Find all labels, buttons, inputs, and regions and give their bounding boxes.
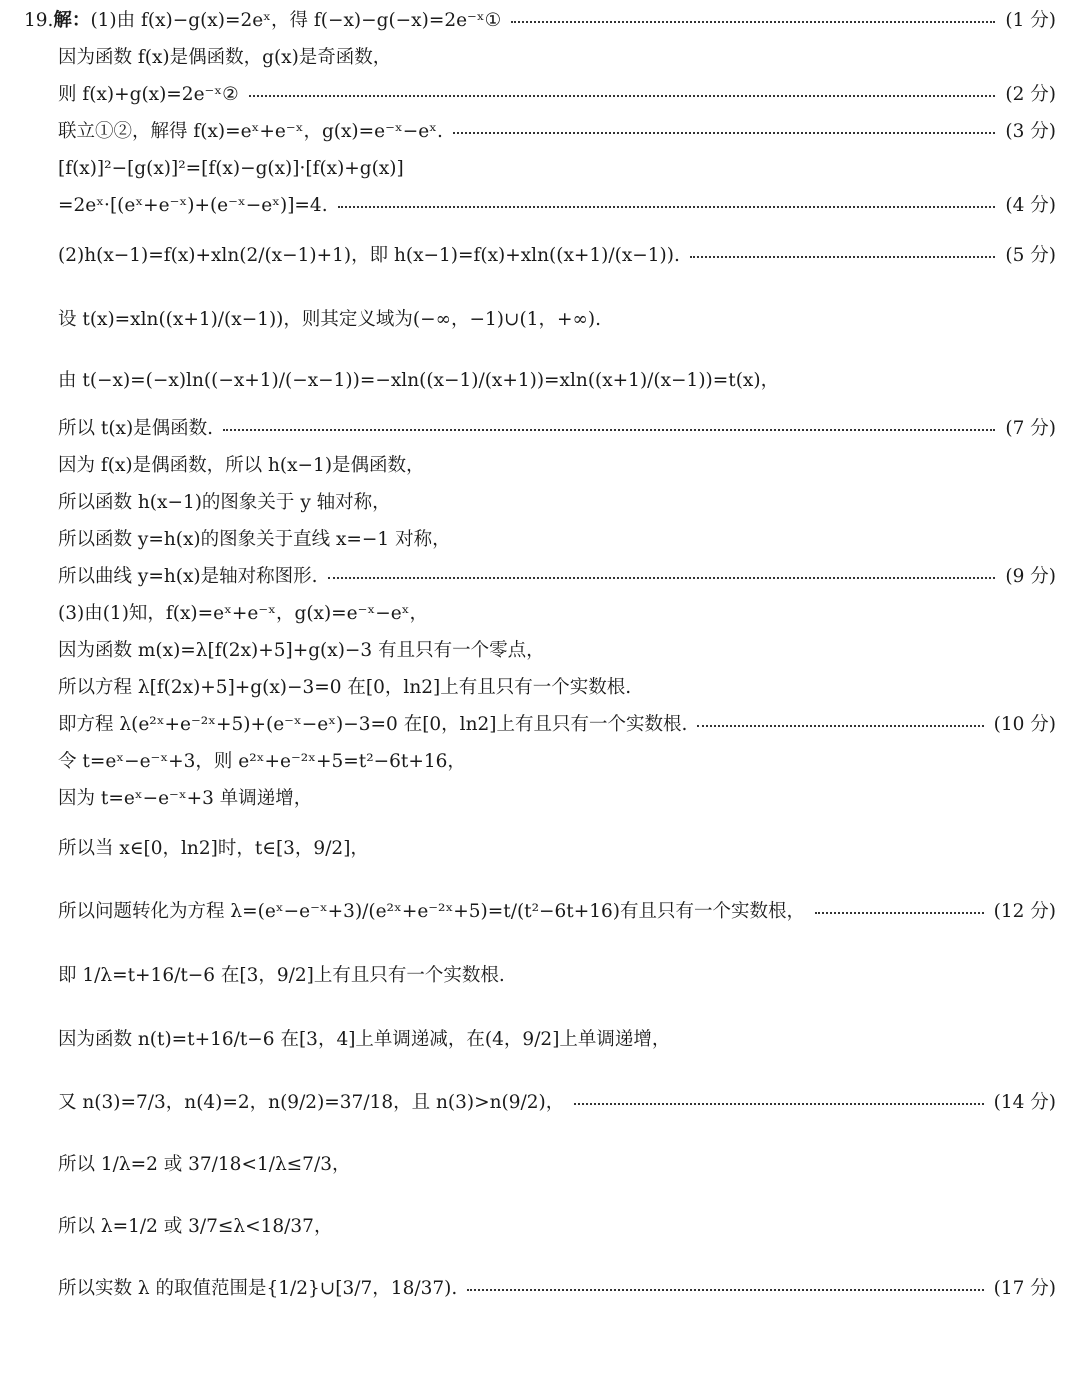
dot-leader — [453, 131, 996, 134]
dot-leader — [328, 576, 996, 579]
solution-line-27 — [58, 1218, 1056, 1237]
solution-line-12 — [58, 494, 1056, 513]
solution-line-8 — [58, 311, 1056, 330]
line-text: 令 t=eˣ−e⁻ˣ+3，则 e²ˣ+e⁻²ˣ+5=t²−6t+16， — [58, 751, 466, 772]
score-label: (3 分) — [1005, 121, 1056, 142]
line-text: 由 t(−x)=(−x)ln((−x+1)/(−x−1))=−xln((x−1)/(x+1))=xln((x+1)/(x−1))=t(x)， — [58, 370, 780, 391]
line-text: 所以 λ=1/2 或 3/7≤λ<18/37， — [58, 1216, 333, 1237]
solution-line-7 — [58, 247, 1056, 266]
solution-line-16 — [58, 642, 1056, 661]
solution-line-9 — [58, 372, 1056, 391]
solution-line-23 — [58, 967, 1056, 986]
solution-line-18 — [58, 716, 1056, 735]
dot-leader — [697, 724, 983, 727]
line-text: 因为 t=eˣ−e⁻ˣ+3 单调递增， — [58, 788, 313, 809]
line-text: 所以函数 y=h(x)的图象关于直线 x=−1 对称， — [58, 529, 451, 550]
line-text: 所以问题转化为方程 λ=(eˣ−e⁻ˣ+3)/(e²ˣ+e⁻²ˣ+5)=t/(t²−6t+16)有且只有一个实数根， — [58, 901, 805, 922]
line-text: =2eˣ·[(eˣ+e⁻ˣ)+(e⁻ˣ−eˣ)]=4. — [58, 195, 328, 216]
solution-line-14 — [58, 568, 1056, 587]
line-text: 因为 f(x)是偶函数，所以 h(x−1)是偶函数， — [58, 455, 425, 476]
solution-line-28 — [58, 1280, 1056, 1299]
solution-line-11 — [58, 457, 1056, 476]
line-text: 所以函数 h(x−1)的图象关于 y 轴对称， — [58, 492, 391, 513]
dot-leader — [511, 20, 995, 23]
score-label: (9 分) — [1005, 566, 1056, 587]
line-text: 所以当 x∈[0，ln2]时，t∈[3，9/2]， — [58, 838, 369, 859]
score-label: (4 分) — [1005, 195, 1056, 216]
dot-leader — [338, 205, 996, 208]
line-text: 设 t(x)=xln((x+1)/(x−1))，则其定义域为(−∞，−1)∪(1，+∞). — [58, 309, 602, 330]
score-label: (14 分) — [993, 1092, 1056, 1113]
line-text: (1)由 f(x)−g(x)=2eˣ，得 f(−x)−g(−x)=2e⁻ˣ① — [90, 10, 502, 31]
dot-leader — [467, 1288, 983, 1291]
solution-line-3 — [58, 86, 1056, 105]
dot-leader — [574, 1102, 983, 1105]
solution-line-20 — [58, 790, 1056, 809]
line-text: 所以方程 λ[f(2x)+5]+g(x)−3=0 在[0，ln2]上有且只有一个实数根. — [58, 677, 632, 698]
solution-label: 解： — [53, 10, 91, 31]
solution-line-13 — [58, 531, 1056, 550]
line-text: [f(x)]²−[g(x)]²=[f(x)−g(x)]·[f(x)+g(x)] — [58, 158, 404, 179]
score-label: (17 分) — [993, 1278, 1056, 1299]
solution-line-26 — [58, 1156, 1056, 1175]
line-text: 即方程 λ(e²ˣ+e⁻²ˣ+5)+(e⁻ˣ−eˣ)−3=0 在[0，ln2]上有且只有一个实数根. — [58, 714, 688, 735]
solution-line-15 — [58, 605, 1056, 624]
line-text: 所以曲线 y=h(x)是轴对称图形. — [58, 566, 318, 587]
line-text: 因为函数 m(x)=λ[f(2x)+5]+g(x)−3 有且只有一个零点， — [58, 640, 545, 661]
score-label: (10 分) — [993, 714, 1056, 735]
score-label: (7 分) — [1005, 418, 1056, 439]
score-label: (5 分) — [1005, 245, 1056, 266]
dot-leader — [690, 255, 996, 258]
line-text: (3)由(1)知，f(x)=eˣ+e⁻ˣ，g(x)=e⁻ˣ−eˣ， — [58, 603, 429, 624]
line-text: 所以 1/λ=2 或 37/18<1/λ≤7/3， — [58, 1154, 351, 1175]
solution-line-17 — [58, 679, 1056, 698]
solution-line-22 — [58, 903, 1056, 922]
line-text: 联立①②，解得 f(x)=eˣ+e⁻ˣ，g(x)=e⁻ˣ−eˣ. — [58, 121, 443, 142]
solution-line-10 — [58, 420, 1056, 439]
solution-line-25 — [58, 1094, 1056, 1113]
solution-line-5 — [58, 160, 1056, 179]
solution-line-19 — [58, 753, 1056, 772]
solution-line-4 — [58, 123, 1056, 142]
line-text: 因为函数 f(x)是偶函数，g(x)是奇函数， — [58, 47, 392, 68]
solution-line-24 — [58, 1031, 1056, 1050]
line-text: 又 n(3)=7/3，n(4)=2，n(9/2)=37/18，且 n(3)>n(9/2)， — [58, 1092, 565, 1113]
score-label: (12 分) — [993, 901, 1056, 922]
dot-leader — [249, 94, 996, 97]
solution-line-6 — [58, 197, 1056, 216]
solution-line-2 — [58, 49, 1056, 68]
line-text: 因为函数 n(t)=t+16/t−6 在[3，4]上单调递减，在(4，9/2]上单调递增， — [58, 1029, 671, 1050]
dot-leader — [815, 911, 984, 914]
score-label: (1 分) — [1005, 10, 1056, 31]
problem-number: 19. — [24, 10, 54, 31]
score-label: (2 分) — [1005, 84, 1056, 105]
line-text: 所以 t(x)是偶函数. — [58, 418, 214, 439]
dot-leader — [223, 428, 995, 431]
line-text: 所以实数 λ 的取值范围是{1/2}∪[3/7，18/37). — [58, 1278, 458, 1299]
line-text: 即 1/λ=t+16/t−6 在[3，9/2]上有且只有一个实数根. — [58, 965, 505, 986]
line-text: (2)h(x−1)=f(x)+xln(2/(x−1)+1)，即 h(x−1)=f(x)+xln((x+1)/(x−1)). — [58, 245, 680, 266]
solution-line-21 — [58, 840, 1056, 859]
line-text: 则 f(x)+g(x)=2e⁻ˣ② — [58, 84, 239, 105]
solution-line-1 — [24, 12, 1056, 31]
